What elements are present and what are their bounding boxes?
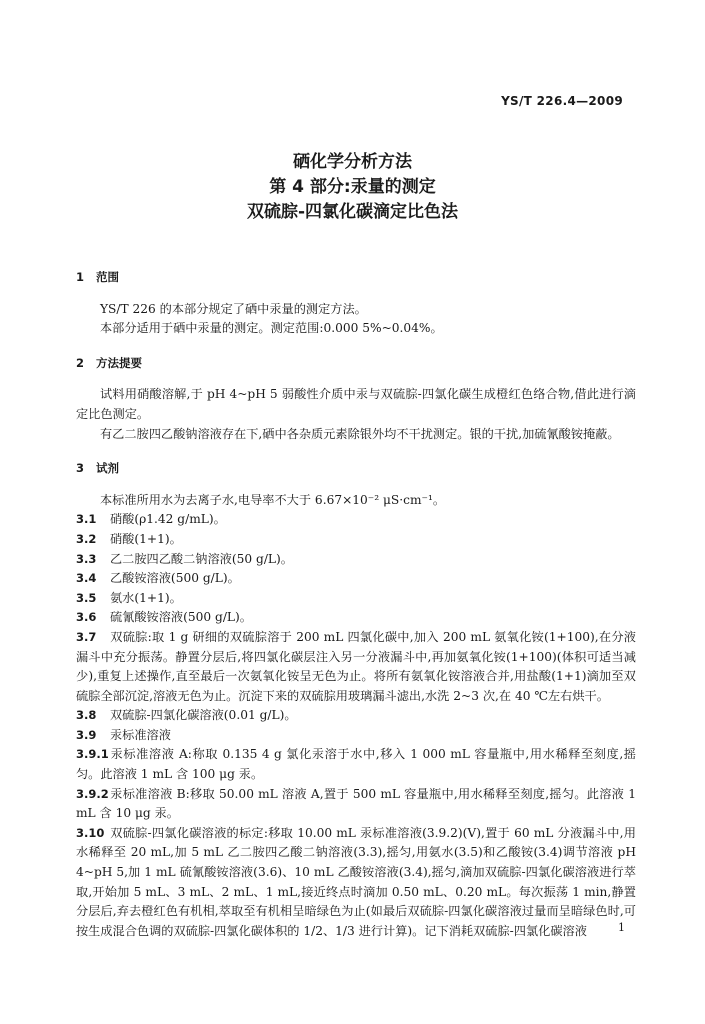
method-title: 双硫腙-四氯化碳滴定比色法 [246,202,459,222]
section-title: 方法提要 [96,355,142,370]
section-number: 2 [76,355,85,370]
paragraph: 有乙二胺四乙酸钠溶液存在下,硒中各杂质元素除银外均不干扰测定。银的干扰,加硫氰酸铵掩蔽。 [100,426,620,441]
reagent-item: 3.4 乙酸铵溶液(500 g/L)。 [76,571,240,586]
reagent-item: 3.3 乙二胺四乙酸二钠溶液(50 g/L)。 [76,551,293,566]
section-heading-reagents [76,459,636,479]
reagent-item: 3.5 氨水(1+1)。 [76,590,182,605]
main-title: 硒化学分析方法 [293,152,412,172]
page-number: 1 [618,921,625,934]
reagent-item: 3.8 双硫腙-四氯化碳溶液(0.01 g/L)。 [76,708,297,723]
reagent-item: 3.7 双硫腙:取 1 g 研细的双硫腙溶于 200 mL 四氯化碳中,加入 200 mL 氨氧化铵(1+100),在分液漏斗中充分振荡。静置分层后,将四氯化碳层注入另一分液漏斗中,再加氨氧化铵(1+100)(体积可适当减少),重复上述操作,直至最后一次氨氧化铵呈无色为止。将所有氨氧化铵溶液合并,用盐酸(1+1)滴加至双硫腙全部沉淀,溶液无色为止。沉淀下来的双硫腙用玻璃漏斗滤出,水洗 2~3 次,在 40 ℃左右烘干。 [76,629,636,703]
section-title: 范围 [96,270,119,284]
reagent-item: 3.6 硫氰酸铵溶液(500 g/L)。 [76,610,252,625]
title-block [0,150,705,225]
reagent-item: 3.1 硝酸(ρ1.42 g/mL)。 [76,512,226,527]
part-title: 第 4 部分:汞量的测定 [269,177,436,197]
paragraph: 试料用硝酸溶解,于 pH 4~pH 5 弱酸性介质中汞与双硫腙-四氯化碳生成橙红色络合物,借此进行滴定比色测定。 [76,387,636,421]
section-title: 试剂 [96,461,119,476]
document-body [76,261,636,941]
reagent-item: 3.10 双硫腙-四氯化碳溶液的标定:移取 10.00 mL 汞标准溶液(3.9.2)(V),置于 60 mL 分液漏斗中,用水稀释至 20 mL,加 5 mL 乙二胺四乙酸二钠溶液(3.3),摇匀,用氨水(3.5)和乙酸铵(3.4)调节溶液 pH 4~pH 5,加 1 mL 硫氰酸铵溶液(3.6)、10 mL 乙酸铵溶液(3.4),摇匀,滴加双硫腙-四氯化碳溶液进行萃取,开始加 5 mL、3 mL、2 mL、1 mL,接近终点时滴加 0.50 mL、0.20 mL。每次振荡 1 min,静置分层后,弃去橙红色有机相,萃取至有机相呈暗绿色为止(如最后双硫腙-四氯化碳溶液过量而呈暗绿色时,可按生成混合色调的双硫腙-四氯化碳体积的 1/2、1/3 进行计算)。记下消耗双硫腙-四氯化碳溶液 [76,825,636,938]
reagent-item: 3.9.1汞标准溶液 A:称取 0.135 4 g 氯化汞溶于水中,移入 1 000 mL 容量瓶中,用水稀释至刻度,摇匀。此溶液 1 mL 含 100 μg 汞。 [76,747,636,782]
section-heading-principle [76,354,636,374]
section-number: 3 [76,461,85,476]
paragraph: YS/T 226 的本部分规定了硒中汞量的测定方法。 [100,301,367,316]
standard-number: YS/T 226.4—2009 [501,94,623,108]
paragraph: 本部分适用于硒中汞量的测定。测定范围:0.000 5%~0.04%。 [100,321,443,336]
section-number: 1 [76,270,85,284]
reagent-item: 3.9.2汞标准溶液 B:移取 50.00 mL 溶液 A,置于 500 mL 容量瓶中,用水稀释至刻度,摇匀。此溶液 1 mL 含 10 μg 汞。 [76,786,636,821]
reagent-item: 3.2 硝酸(1+1)。 [76,531,182,546]
section-heading-scope [76,268,636,288]
reagent-item: 3.9 汞标准溶液 [76,727,171,742]
paragraph: 本标准所用水为去离子水,电导率不大于 6.67×10⁻² μS·cm⁻¹。 [100,492,446,507]
